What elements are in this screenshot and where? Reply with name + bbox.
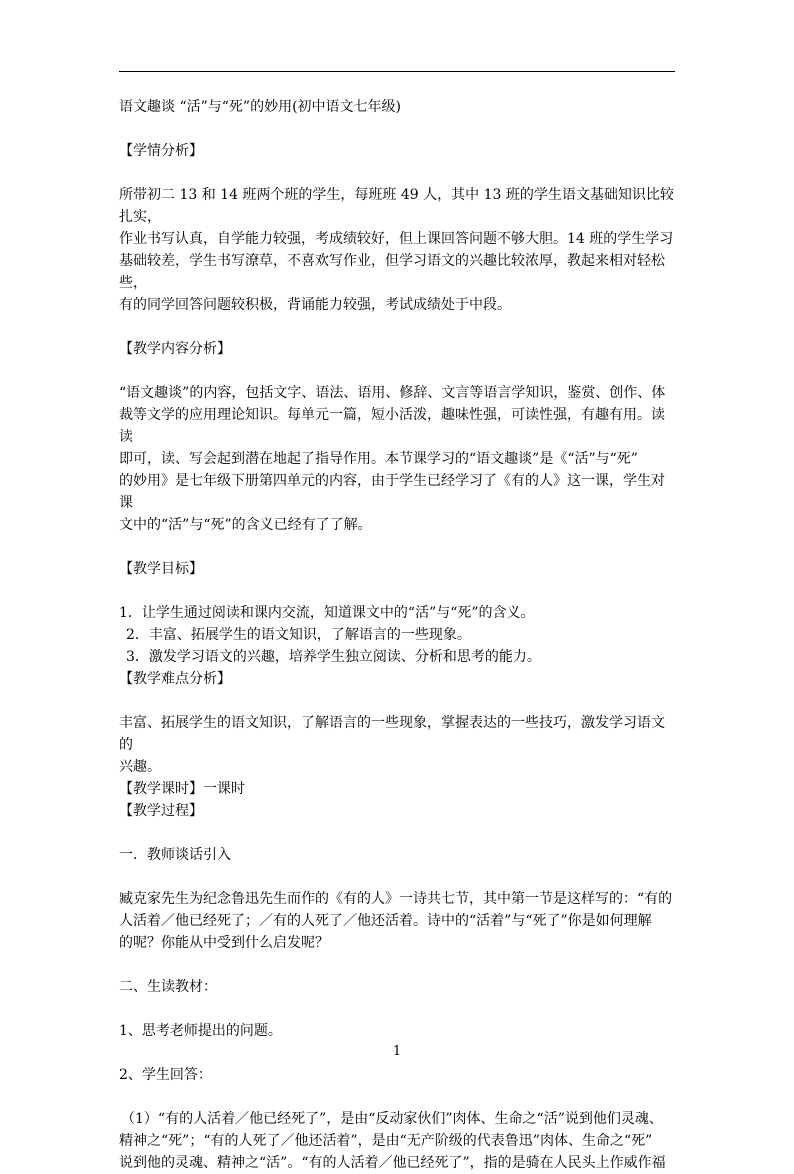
process-step-2: 二、生读教材： <box>119 979 217 995</box>
process-step-2-item-2: 2、学生回答： <box>119 1067 212 1083</box>
header-rule <box>119 71 675 72</box>
heading-learning-analysis: 【学情分析】 <box>119 143 203 159</box>
goal-item: 1．让学生通过阅读和课内交流，知道课文中的“活”与“死”的含义。 <box>119 605 535 621</box>
process-step-1: 一．教师谈话引入 <box>119 847 231 863</box>
text-line: 有的同学回答问题较积极，背诵能力较强，考试成绩处于中段。 <box>119 297 511 313</box>
text-line: 说到他的灵魂、精神之“活”。“有的人活着／他已经死了”，指的是骑在人民头上作威作福 <box>119 1155 666 1171</box>
text-line: （1）“有的人活着／他已经死了”，是由“反动家伙们”肉体、生命之“活”说到他们灵魂、 <box>121 1111 663 1127</box>
text-line: 文中的“活”与“死”的含义已经有了了解。 <box>119 517 372 533</box>
text-line: 所带初二 13 和 14 班两个班的学生，每班班 49 人，其中 13 班的学生语文基础知识比较扎实， <box>119 187 674 225</box>
heading-difficulty: 【教学难点分析】 <box>119 671 231 687</box>
goal-item: 2．丰富、拓展学生的语文知识，了解语言的一些现象。 <box>126 627 471 643</box>
text-line: 人活着／他已经死了；／有的人死了／他还活着。诗中的“活着”与“死了”你是如何理解 <box>119 913 652 929</box>
heading-period: 【教学课时】一课时 <box>119 781 245 797</box>
text-line: 作业书写认真，自学能力较强，考成绩较好，但上课回答问题不够大胆。14 班的学生学习 <box>119 231 674 247</box>
page-number: 1 <box>392 1044 402 1059</box>
text-line: 丰富、拓展学生的语文知识，了解语言的一些现象，掌握表达的一些技巧，激发学习语文的 <box>119 715 665 753</box>
text-line: 即可，读、写会起到潜在地起了指导作用。本节课学习的“语文趣谈”是《“活”与“死” <box>119 451 638 467</box>
text-line: 基础较差，学生书写潦草，不喜欢写作业，但学习语文的兴趣比较浓厚，教起来相对轻松些， <box>119 253 665 291</box>
text-line: 精神之“死”；“有的人死了／他还活着”，是由“无产阶级的代表鲁迅”肉体、生命之“死” <box>119 1133 653 1149</box>
heading-goals: 【教学目标】 <box>119 561 203 577</box>
text-line: “语文趣谈”的内容，包括文字、语法、语用、修辞、文言等语言学知识，鉴赏、创作、体 <box>119 385 666 401</box>
text-line: 臧克家先生为纪念鲁迅先生而作的《有的人》一诗共七节，其中第一节是这样写的：“有的 <box>119 891 673 907</box>
heading-process: 【教学过程】 <box>119 803 203 819</box>
text-line: 的呢？你能从中受到什么启发呢？ <box>119 935 329 951</box>
goal-item: 3．激发学习语文的兴趣，培养学生独立阅读、分析和思考的能力。 <box>126 649 541 665</box>
text-line: 裁等文学的应用理论知识。每单元一篇，短小活泼，趣味性强，可读性强，有趣有用。读读 <box>119 407 665 445</box>
document-body <box>119 96 677 1174</box>
text-line: 的妙用》是七年级下册第四单元的内容，由于学生已经学习了《有的人》这一课，学生对课 <box>119 473 665 511</box>
process-step-2-item-1: 1、思考老师提出的问题。 <box>119 1023 282 1039</box>
document-title: 语文趣谈 “活”与“死”的妙用(初中语文七年级) <box>119 99 402 115</box>
text-line: 兴趣。 <box>119 759 161 775</box>
heading-content-analysis: 【教学内容分析】 <box>119 341 231 357</box>
